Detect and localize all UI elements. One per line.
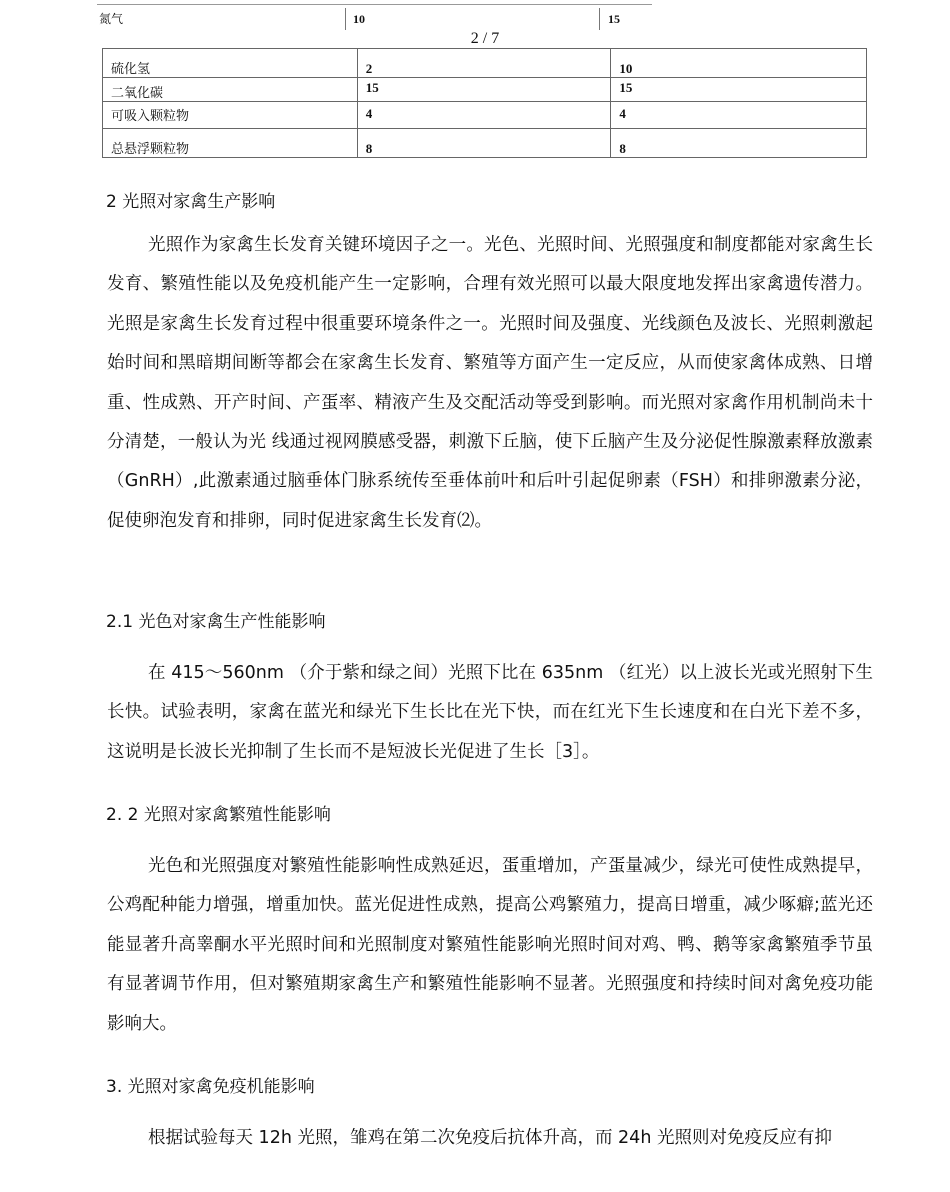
limit-value-cell: 2 bbox=[357, 49, 611, 78]
section-paragraph bbox=[107, 654, 873, 772]
limit-value-cell: 15 bbox=[357, 78, 611, 102]
limit-value-cell: 10 bbox=[353, 12, 365, 26]
table-top-rule bbox=[97, 4, 652, 5]
limit-value-cell: 10 bbox=[611, 49, 867, 78]
table-row bbox=[103, 102, 867, 129]
limit-value-cell: 4 bbox=[611, 102, 867, 129]
paragraph-text: 根据试验每天 12h 光照，雏鸡在第二次免疫后抗体升高，而 24h 光照则对免疫反应有抑 bbox=[148, 1128, 832, 1148]
paragraph-text: 光照作为家禽生长发育关键环境因子之一。光色、光照时间、光照强度和制度都能对家禽生长发育、繁殖性能以及免疫机能产生一定影响，合理有效光照可以最大限度地发挥出家禽遗传潜力。光照是家禽生长发育过程中很重要环境条件之一。光照时间及强度、光线颜色及波长、光照刺激起始时间和黑暗期间断等都会在家禽生长发育、繁殖等方面产生一定反应，从而使家禽体成熟、日增重、性成熟、开产时间、产蛋率、精液产生及交配活动等受到影响。而光照对家禽作用机制尚未十分清楚，一般认为光 线通过视网膜感受器，刺激下丘脑，使下丘脑产生及分泌促性腺激素释放激素（GnRH）,此激素通过脑垂体门脉系统传至垂体前叶和后叶引起促卵素（FSH）和排卵激素分泌，促使卵泡发育和排卵，同时促进家禽生长发育⑵。 bbox=[107, 235, 873, 531]
limit-value-cell: 15 bbox=[608, 12, 620, 26]
column-divider bbox=[599, 8, 600, 30]
gas-name-cell: 二氧化碳 bbox=[103, 78, 358, 102]
table-row bbox=[103, 78, 867, 102]
gas-name-cell: 硫化氢 bbox=[103, 49, 358, 78]
section-heading: 2. 2 光照对家禽繁殖性能影响 bbox=[106, 805, 331, 825]
gas-limits-table bbox=[102, 48, 867, 158]
limit-value-cell: 4 bbox=[357, 102, 611, 129]
section-heading: 2.1 光色对家禽生产性能影响 bbox=[106, 612, 326, 632]
table-row bbox=[103, 49, 867, 78]
column-divider bbox=[345, 8, 346, 30]
section-paragraph bbox=[107, 847, 873, 1044]
limit-value-cell: 8 bbox=[611, 129, 867, 158]
page-number: 2 / 7 bbox=[470, 30, 500, 47]
gas-name-cell: 总悬浮颗粒物 bbox=[103, 129, 358, 158]
previous-page-table-fragment bbox=[97, 4, 652, 28]
limit-value-cell: 15 bbox=[611, 78, 867, 102]
gas-name-cell: 氮气 bbox=[99, 12, 124, 26]
gas-name-cell: 可吸入颗粒物 bbox=[103, 102, 358, 129]
section-heading: 3. 光照对家禽免疫机能影响 bbox=[106, 1077, 315, 1097]
section-paragraph bbox=[107, 226, 873, 541]
table-row bbox=[103, 129, 867, 158]
paragraph-text: 光色和光照强度对繁殖性能影响性成熟延迟，蛋重增加，产蛋量减少，绿光可使性成熟提早，公鸡配种能力增强，增重加快。蓝光促进性成熟，提高公鸡繁殖力，提高日增重，减少啄癖;蓝光还能显著升高睾酮水平光照时间和光照制度对繁殖性能影响光照时间对鸡、鸭、鹅等家禽繁殖季节虽有显著调节作用，但对繁殖期家禽生产和繁殖性能影响不显著。光照强度和持续时间对禽免疫功能影响大。 bbox=[107, 856, 873, 1034]
section-heading: 2 光照对家禽生产影响 bbox=[106, 192, 276, 212]
paragraph-text: 在 415〜560nm （介于紫和绿之间）光照下比在 635nm （红光）以上波长光或光照射下生长快。试验表明，家禽在蓝光和绿光下生长比在光下快，而在红光下生长速度和在白光下差不多，这说明是长波长光抑制了生长而不是短波长光促进了生长［3］。 bbox=[107, 663, 873, 762]
limit-value-cell: 8 bbox=[357, 129, 611, 158]
section-paragraph bbox=[107, 1119, 873, 1158]
